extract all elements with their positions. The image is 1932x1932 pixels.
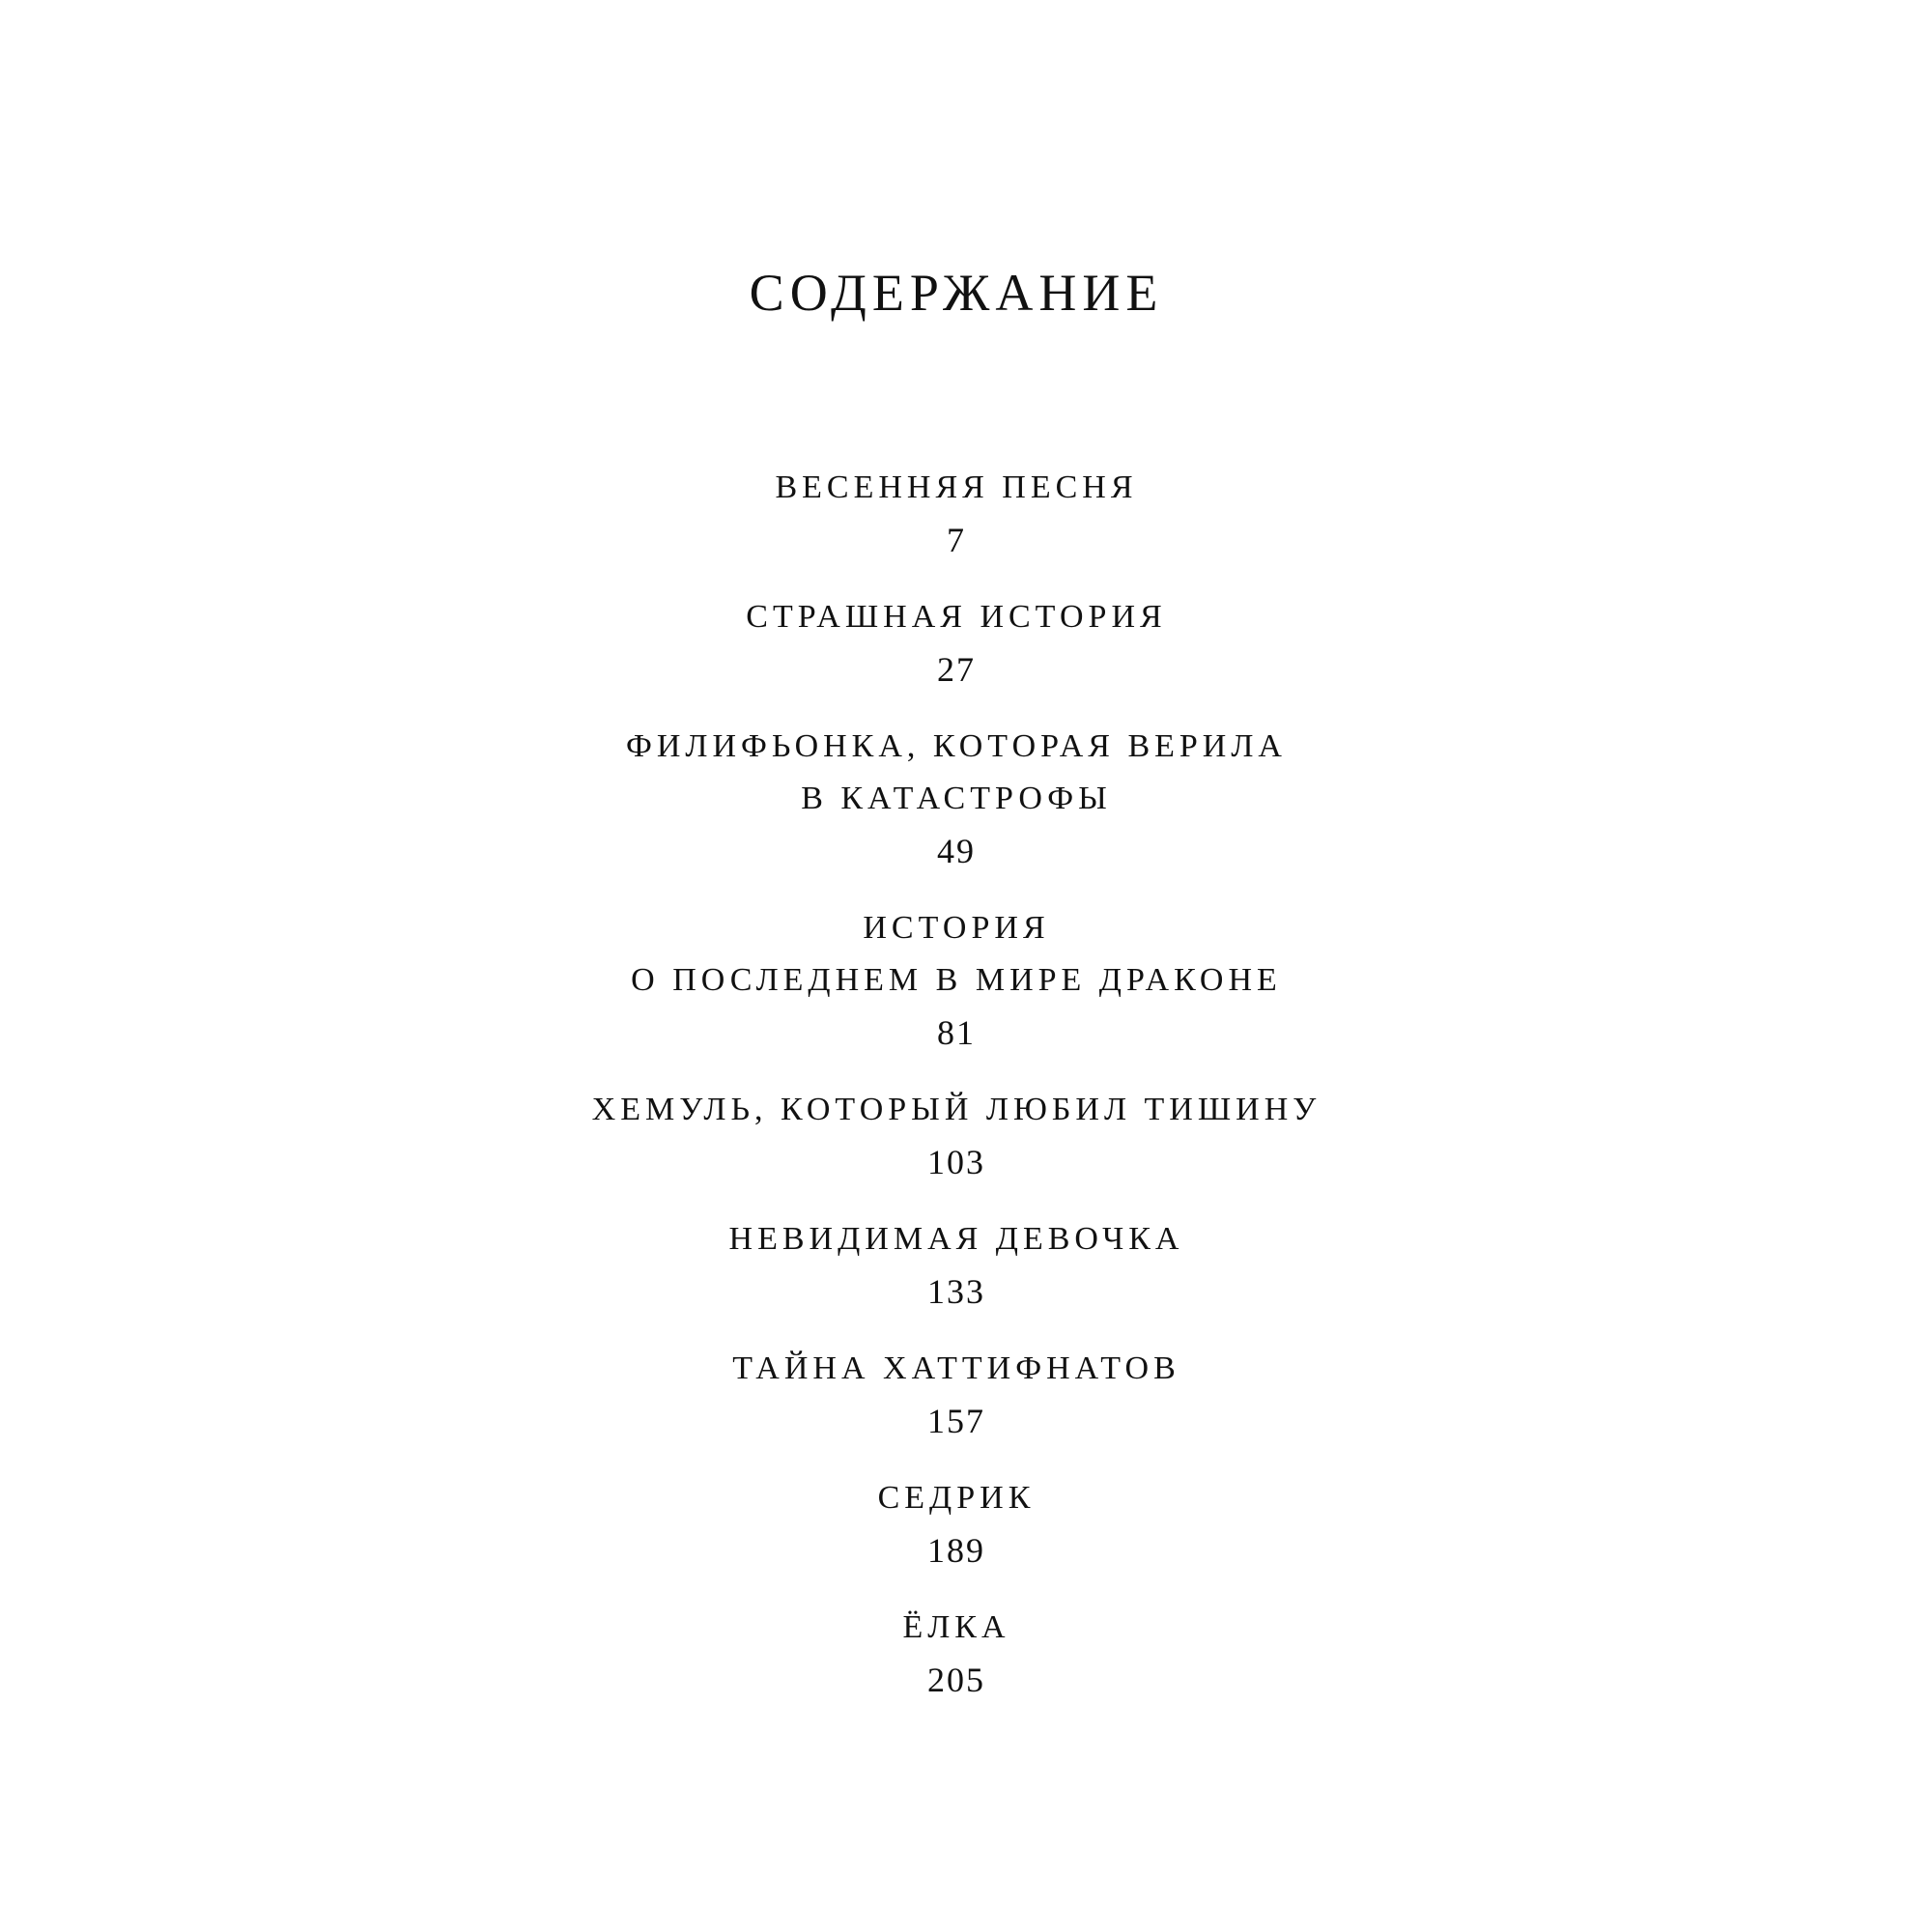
toc-entry[interactable] xyxy=(0,1084,1913,1188)
toc-entry[interactable] xyxy=(0,591,1913,696)
toc-entry-title: ИСТОРИЯ О ПОСЛЕДНЕМ В МИРЕ ДРАКОНЕ xyxy=(631,910,1282,998)
toc-entry-title: СТРАШНАЯ ИСТОРИЯ xyxy=(746,599,1167,635)
toc-entry-page-number: 103 xyxy=(927,1143,985,1181)
page-title: СОДЕРЖАНИЕ xyxy=(749,264,1164,322)
toc-entry-page-number: 27 xyxy=(937,650,976,689)
toc-entry-page-number: 205 xyxy=(927,1661,985,1699)
toc-entry-page-number: 7 xyxy=(947,521,966,559)
toc-entry-title: ЁЛКА xyxy=(902,1609,1010,1645)
toc-entry[interactable] xyxy=(0,721,1913,877)
toc-entry[interactable] xyxy=(0,462,1913,566)
toc-list xyxy=(0,462,1913,1731)
toc-entry-page-number: 157 xyxy=(927,1402,985,1440)
toc-entry-page-number: 49 xyxy=(937,832,976,870)
toc-entry-page-number: 81 xyxy=(937,1013,976,1052)
toc-entry[interactable] xyxy=(0,1213,1913,1318)
toc-entry-page-number: 133 xyxy=(927,1272,985,1311)
toc-entry-title: ФИЛИФЬОНКА, КОТОРАЯ ВЕРИЛА В КАТАСТРОФЫ xyxy=(626,728,1287,816)
toc-entry-title: ТАЙНА ХАТТИФНАТОВ xyxy=(732,1350,1180,1386)
toc-entry-title: ВЕСЕННЯЯ ПЕСНЯ xyxy=(775,469,1138,505)
toc-entry[interactable] xyxy=(0,902,1913,1059)
toc-entry-page-number: 189 xyxy=(927,1531,985,1570)
toc-entry[interactable] xyxy=(0,1343,1913,1447)
toc-entry-title: ХЕМУЛЬ, КОТОРЫЙ ЛЮБИЛ ТИШИНУ xyxy=(591,1092,1321,1127)
toc-entry-title: СЕДРИК xyxy=(877,1480,1036,1516)
toc-entry[interactable] xyxy=(0,1602,1913,1706)
toc-entry-title: НЕВИДИМАЯ ДЕВОЧКА xyxy=(728,1221,1184,1257)
toc-entry[interactable] xyxy=(0,1472,1913,1577)
